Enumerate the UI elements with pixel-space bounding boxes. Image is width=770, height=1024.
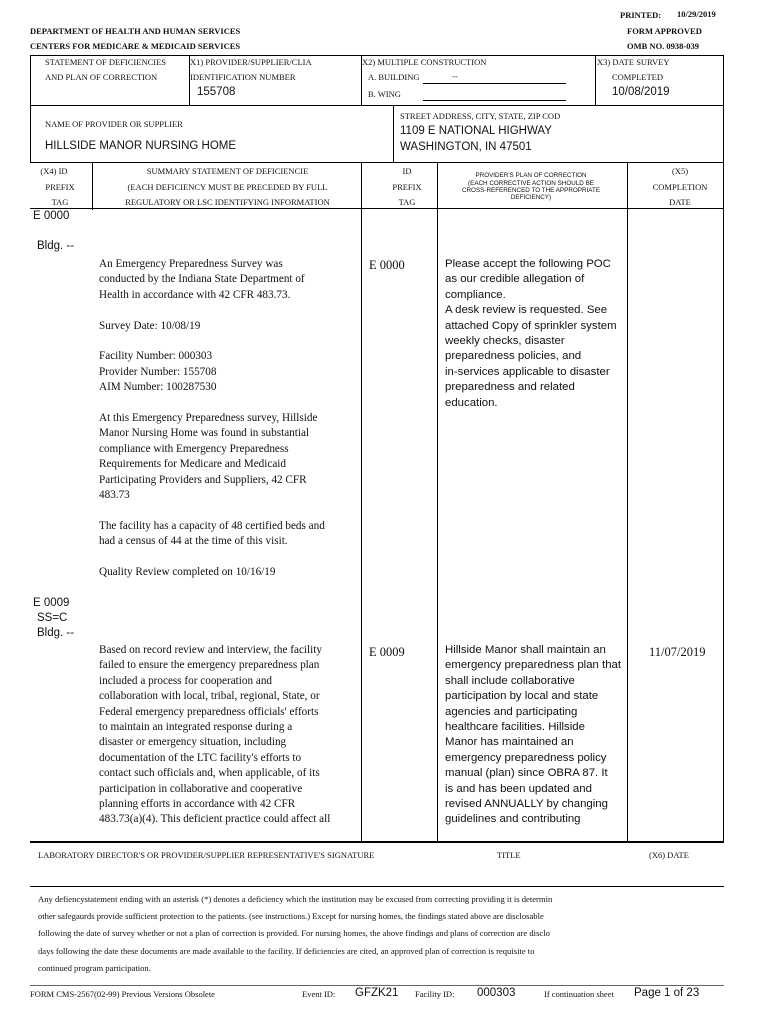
plan-line: agencies and participating xyxy=(445,705,578,718)
summary-line: Federal emergency preparedness officials' efforts xyxy=(99,705,319,718)
prefix-tag-e0009: E 0009 xyxy=(33,597,70,609)
plan-header-3: CROSS-REFERENCED TO THE APPROPRIATE xyxy=(461,187,601,194)
summary-line: 483.73 xyxy=(99,489,130,502)
event-id-value: GFZK21 xyxy=(355,987,399,999)
disclaimer xyxy=(38,891,738,977)
omb-number: OMB NO. 0938-039 xyxy=(627,41,700,51)
summary-header-3: REGULATORY OR LSC IDENTIFYING INFORMATION xyxy=(125,197,330,207)
facility-id-label: Facility ID: xyxy=(415,989,455,999)
plan-line: emergency preparedness policy xyxy=(445,751,607,764)
completion-date-e0009: 11/07/2019 xyxy=(649,645,706,659)
disclaimer-line: Any defiencystatement ending with an asterisk (*) denotes a deficiency which the institution may be excused from correcting providing it is determin xyxy=(38,894,553,904)
plan-line: guidelines and contributing xyxy=(445,813,581,826)
x4-header-1: (X4) ID xyxy=(40,166,68,176)
disclaimer-line: days following the date these documents are made available to the facility. If deficiencies are cited, an approved plan of correction is requisite to xyxy=(38,945,535,956)
id-tag-e0009: E 0009 xyxy=(369,645,405,659)
title-label: TITLE xyxy=(497,850,521,860)
x2-label: X2) MULTIPLE CONSTRUCTION xyxy=(362,57,487,67)
plan-line: Manor has maintained an xyxy=(445,736,574,749)
facility-id-value: 000303 xyxy=(477,987,516,999)
provider-id-number: 155708 xyxy=(197,86,236,98)
plan-line: preparedness and related xyxy=(445,381,575,394)
building-label: A. BUILDING xyxy=(368,72,420,82)
plan-e0009 xyxy=(445,643,627,828)
x5-header-3: DATE xyxy=(669,197,691,207)
summary-line: 483.73(a)(4). This deficient practice could affect all xyxy=(99,813,331,826)
summary-line: had a census of 44 at the time of this visit. xyxy=(99,535,288,548)
id-header-2: PREFIX xyxy=(392,182,422,192)
address-label: STREET ADDRESS, CITY, STATE, ZIP COD xyxy=(400,111,561,121)
statement-label-2: AND PLAN OF CORRECTION xyxy=(45,72,158,82)
plan-header-4: DEFICIENCY) xyxy=(510,194,552,201)
printed-label: PRINTED: xyxy=(620,10,662,20)
summary-line: AIM Number: 100287530 xyxy=(99,381,217,394)
plan-line: weekly checks, disaster xyxy=(445,335,565,348)
wing-label: B. WING xyxy=(368,89,401,99)
plan-line: participation by local and state xyxy=(445,690,599,703)
summary-e0009 xyxy=(99,643,361,828)
summary-line: Provider Number: 155708 xyxy=(99,365,217,378)
scope-severity-e0009: SS=C xyxy=(37,612,68,624)
plan-line: healthcare facilities. Hillside xyxy=(445,721,585,734)
summary-line: Requirements for Medicare and Medicaid xyxy=(99,458,287,471)
plan-line: in-services applicable to disaster xyxy=(445,365,610,378)
summary-e0000 xyxy=(99,257,361,580)
plan-header-1: PROVIDER'S PLAN OF CORRECTION xyxy=(475,172,587,179)
plan-e0000 xyxy=(445,257,627,411)
page-number: Page 1 of 23 xyxy=(634,987,700,999)
x5-header-1: (X5) xyxy=(671,166,689,176)
id-header-1: ID xyxy=(402,166,412,176)
summary-line: Based on record review and interview, the facility xyxy=(99,644,322,656)
disclaimer-line: following the date of survey whether or not a plan of correction is provided. For nursing homes, the above findings and plans of correction are disclo xyxy=(38,928,550,939)
printed-date: 10/29/2019 xyxy=(677,9,716,19)
plan-line: emergency preparedness plan that xyxy=(445,659,622,672)
statement-label-1: STATEMENT OF DEFICIENCIES xyxy=(45,57,167,67)
event-id-label: Event ID: xyxy=(302,989,336,999)
summary-line: participation in collaborative and cooperative xyxy=(99,782,303,795)
disclaimer-line: continued program participation. xyxy=(38,962,151,973)
summary-line: compliance with Emergency Preparedness xyxy=(99,442,289,455)
summary-line: contact such officials and, when applicable, of its xyxy=(99,767,320,780)
continuation-label: If continuation sheet xyxy=(544,989,614,999)
signature-label: LABORATORY DIRECTOR'S OR PROVIDER/SUPPLIER REPRESENTATIVE'S SIGNATURE xyxy=(38,850,375,860)
plan-line: manual (plan) since OBRA 87. It xyxy=(445,767,608,780)
address-line-2: WASHINGTON, IN 47501 xyxy=(400,141,532,153)
plan-line: education. xyxy=(445,396,498,409)
x1-label-1: X1) PROVIDER/SUPPLIER/CLIA xyxy=(190,57,312,67)
plan-line: compliance. xyxy=(445,288,506,301)
summary-line: Health in accordance with 42 CFR 483.73. xyxy=(99,288,291,301)
x5-header-2: COMPLETION xyxy=(652,182,708,192)
summary-line: The facility has a capacity of 48 certified beds and xyxy=(99,519,325,532)
cms-title: CENTERS FOR MEDICARE & MEDICAID SERVICES xyxy=(30,41,241,51)
plan-line: as our credible allegation of xyxy=(445,273,585,286)
summary-line: collaboration with local, tribal, regional, State, or xyxy=(99,690,320,703)
summary-line: conducted by the Indiana State Department of xyxy=(99,273,305,286)
department-title: DEPARTMENT OF HEALTH AND HUMAN SERVICES xyxy=(30,26,241,36)
plan-line: attached Copy of sprinkler system xyxy=(445,319,617,332)
form-approved: FORM APPROVED xyxy=(627,26,702,36)
summary-line: Survey Date: 10/08/19 xyxy=(99,319,201,332)
provider-name: HILLSIDE MANOR NURSING HOME xyxy=(45,140,237,152)
provider-name-label: NAME OF PROVIDER OR SUPPLIER xyxy=(45,119,183,129)
summary-line: documentation of the LTC facility's efforts to xyxy=(99,751,302,764)
survey-completed-date: 10/08/2019 xyxy=(612,86,670,98)
summary-header-1: SUMMARY STATEMENT OF DEFICIENCIE xyxy=(146,166,309,176)
summary-line: planning efforts in accordance with 42 CFR xyxy=(99,798,296,811)
summary-line: included a process for cooperation and xyxy=(99,674,273,687)
x4-header-3: TAG xyxy=(51,197,69,207)
plan-header-2: (EACH CORRECTIVE ACTION SHOULD BE xyxy=(468,180,594,187)
x6-date-label: (X6) DATE xyxy=(649,850,689,860)
address-line-1: 1109 E NATIONAL HIGHWAY xyxy=(400,125,552,137)
summary-line: Facility Number: 000303 xyxy=(99,350,213,363)
summary-line: to maintain an integrated response during a xyxy=(99,721,293,734)
summary-line: failed to ensure the emergency preparedness plan xyxy=(99,659,320,672)
plan-line: Hillside Manor shall maintain an xyxy=(445,644,606,656)
x3-label-2: COMPLETED xyxy=(612,72,663,82)
id-header-3: TAG xyxy=(398,197,416,207)
prefix-tag-e0000: E 0000 xyxy=(33,210,70,222)
plan-line: preparedness policies, and xyxy=(445,350,582,363)
plan-line: shall include collaborative xyxy=(445,674,575,687)
id-tag-e0000: E 0000 xyxy=(369,258,405,272)
form-number: FORM CMS-2567(02-99) Previous Versions Obsolete xyxy=(30,989,215,999)
summary-line: Manor Nursing Home was found in substantial xyxy=(99,427,310,440)
x1-label-2: IDENTIFICATION NUMBER xyxy=(190,72,296,82)
summary-line: Participating Providers and Suppliers, 42 CFR xyxy=(99,473,307,486)
plan-line: is and has been updated and xyxy=(445,782,592,795)
summary-line: An Emergency Preparedness Survey was xyxy=(99,258,283,270)
plan-line: Please accept the following POC xyxy=(445,258,611,270)
bldg-label-e0000: Bldg. -- xyxy=(37,240,75,252)
summary-line: At this Emergency Preparedness survey, Hillside xyxy=(99,412,318,425)
plan-line: A desk review is requested. See xyxy=(445,304,608,317)
plan-line: revised ANNUALLY by changing xyxy=(445,798,608,811)
bldg-label-e0009: Bldg. -- xyxy=(37,627,75,639)
disclaimer-line: other safegaurds provide sufficient protection to the patients. (see instructions.) Except for nursing homes, the findings stated above are disclosable xyxy=(38,911,544,922)
x3-label-1: X3) DATE SURVEY xyxy=(597,57,670,67)
summary-header-2: (EACH DEFICIENCY MUST BE PRECEDED BY FULL xyxy=(127,182,328,192)
summary-line: disaster or emergency situation, including xyxy=(99,736,287,749)
building-value: -- xyxy=(452,71,458,81)
x4-header-2: PREFIX xyxy=(45,182,75,192)
summary-line: Quality Review completed on 10/16/19 xyxy=(99,566,276,579)
